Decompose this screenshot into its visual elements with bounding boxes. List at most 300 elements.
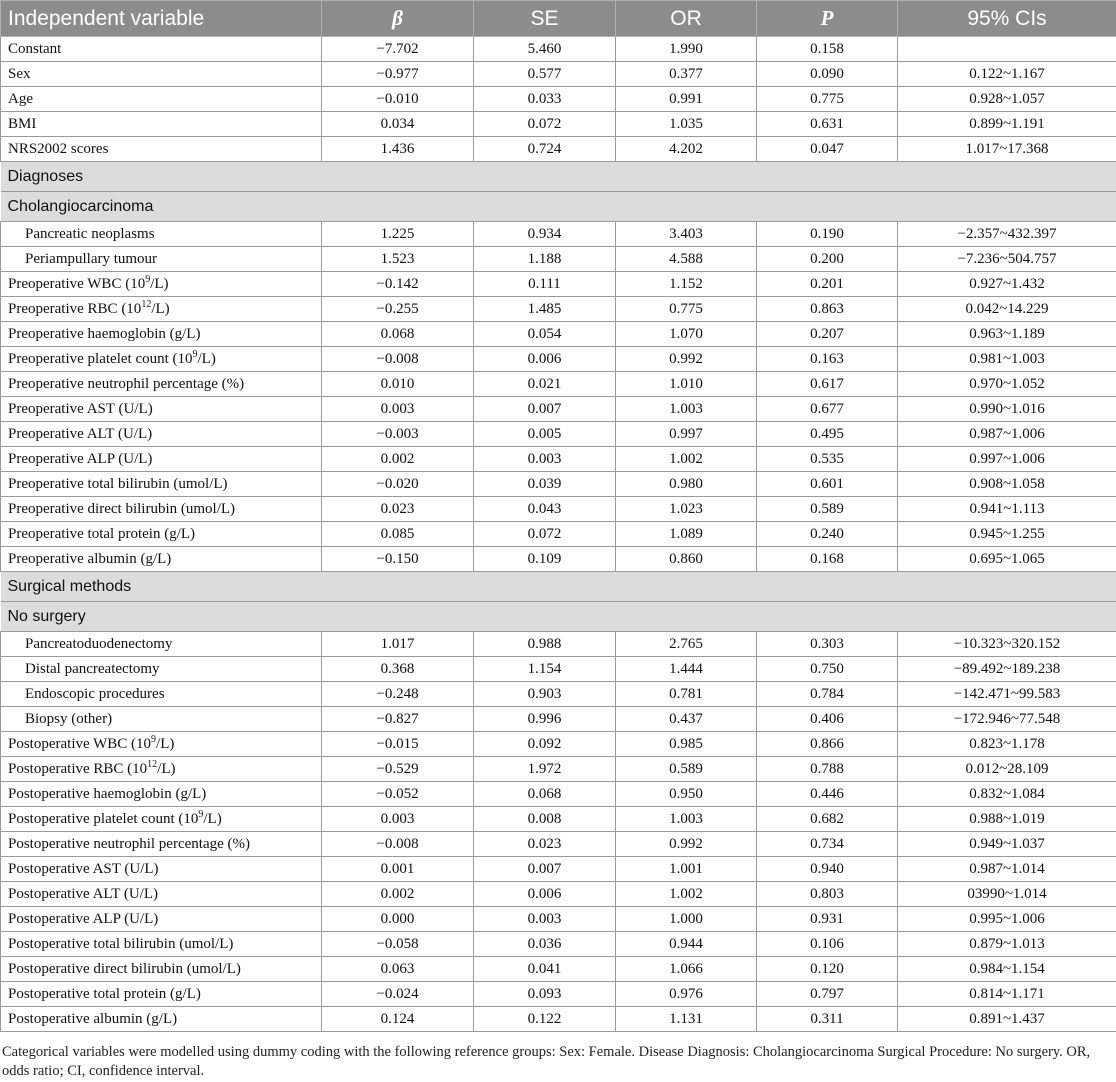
p-cell: 0.303 (757, 632, 898, 657)
p-cell: 0.631 (757, 112, 898, 137)
table-row (1, 857, 1116, 882)
variable-label (1, 522, 322, 547)
variable-label (1, 632, 322, 657)
p-cell: 0.168 (757, 547, 898, 572)
se-cell: 0.041 (474, 957, 616, 982)
or-cell: 1.002 (616, 447, 757, 472)
header-p: P (757, 1, 898, 37)
variable-label-text: Biopsy (other) (25, 711, 113, 727)
variable-label-text: Postoperative RBC (10 (8, 761, 148, 777)
variable-label-text: Preoperative ALT (U/L) (8, 426, 153, 442)
or-cell: 1.023 (616, 497, 757, 522)
p-cell: 0.784 (757, 682, 898, 707)
se-cell: 0.724 (474, 137, 616, 162)
se-cell: 0.988 (474, 632, 616, 657)
beta-cell: −0.255 (322, 297, 474, 322)
variable-label-text: Postoperative AST (U/L) (8, 861, 159, 877)
section-label: Diagnoses (1, 162, 1116, 192)
ci-cell: −2.357~432.397 (898, 222, 1116, 247)
p-cell: 0.863 (757, 297, 898, 322)
variable-label-text: Constant (8, 41, 62, 57)
section-label: Surgical methods (1, 572, 1116, 602)
ci-cell: 0.042~14.229 (898, 297, 1116, 322)
beta-cell: −0.008 (322, 347, 474, 372)
table-row (1, 272, 1116, 297)
unit-exponent: 12 (147, 759, 158, 770)
variable-label (1, 397, 322, 422)
unit-exponent: 9 (192, 349, 198, 360)
table-row (1, 632, 1116, 657)
variable-label-text: Postoperative WBC (10 (8, 736, 152, 752)
beta-cell: 0.003 (322, 807, 474, 832)
p-cell: 0.803 (757, 882, 898, 907)
section-label: Cholangiocarcinoma (1, 192, 1116, 222)
beta-cell: 0.034 (322, 112, 474, 137)
se-cell: 0.122 (474, 1007, 616, 1032)
se-cell: 0.021 (474, 372, 616, 397)
variable-label-text: Distal pancreatectomy (25, 661, 160, 677)
ci-cell: 0.995~1.006 (898, 907, 1116, 932)
variable-label-unit: /L) (203, 811, 222, 827)
table-row (1, 372, 1116, 397)
ci-cell: 0.814~1.171 (898, 982, 1116, 1007)
variable-label-text: Postoperative ALP (U/L) (8, 911, 159, 927)
variable-label-text: Pancreatoduodenectomy (25, 636, 173, 652)
table-row (1, 322, 1116, 347)
beta-cell: −0.977 (322, 62, 474, 87)
p-cell: 0.201 (757, 272, 898, 297)
variable-label-text: Pancreatic neoplasms (25, 226, 155, 242)
se-cell: 0.006 (474, 882, 616, 907)
se-cell: 0.072 (474, 112, 616, 137)
ci-cell: 0.988~1.019 (898, 807, 1116, 832)
ci-cell: 0.963~1.189 (898, 322, 1116, 347)
or-cell: 0.781 (616, 682, 757, 707)
ci-cell: 0.891~1.437 (898, 1007, 1116, 1032)
table-row (1, 347, 1116, 372)
p-cell: 0.495 (757, 422, 898, 447)
beta-cell: −0.248 (322, 682, 474, 707)
variable-label-text: Age (8, 91, 33, 107)
ci-cell: 0.987~1.006 (898, 422, 1116, 447)
ci-cell: 1.017~17.368 (898, 137, 1116, 162)
variable-label (1, 907, 322, 932)
ci-cell: 0.970~1.052 (898, 372, 1116, 397)
variable-label (1, 37, 322, 62)
p-cell: 0.940 (757, 857, 898, 882)
table-header-row (1, 1, 1116, 37)
ci-cell: 0.832~1.084 (898, 782, 1116, 807)
beta-cell: 0.124 (322, 1007, 474, 1032)
unit-exponent: 12 (141, 299, 152, 310)
variable-label-text: Postoperative platelet count (10 (8, 811, 199, 827)
variable-label (1, 422, 322, 447)
variable-label-unit: /L) (150, 276, 169, 292)
beta-cell: −0.015 (322, 732, 474, 757)
ci-cell: 0.941~1.113 (898, 497, 1116, 522)
variable-label-text: Postoperative total protein (g/L) (8, 986, 201, 1002)
variable-label-text: Preoperative AST (U/L) (8, 401, 153, 417)
p-cell: 0.589 (757, 497, 898, 522)
table-row (1, 37, 1116, 62)
table-body (1, 37, 1116, 1032)
p-cell: 0.535 (757, 447, 898, 472)
variable-label-text: Preoperative ALP (U/L) (8, 451, 153, 467)
beta-cell: −0.010 (322, 87, 474, 112)
p-cell: 0.617 (757, 372, 898, 397)
header-independent-variable: Independent variable (1, 1, 322, 37)
beta-cell: 0.002 (322, 447, 474, 472)
beta-cell: −0.058 (322, 932, 474, 957)
p-cell: 0.677 (757, 397, 898, 422)
beta-cell: 0.000 (322, 907, 474, 932)
ci-cell: 0.928~1.057 (898, 87, 1116, 112)
beta-cell: 0.003 (322, 397, 474, 422)
variable-label (1, 547, 322, 572)
section-row (1, 162, 1116, 192)
p-cell: 0.775 (757, 87, 898, 112)
variable-label (1, 137, 322, 162)
table-row (1, 782, 1116, 807)
ci-cell: 0.012~28.109 (898, 757, 1116, 782)
variable-label (1, 112, 322, 137)
header-beta: β (322, 1, 474, 37)
or-cell: 1.002 (616, 882, 757, 907)
or-cell: 4.202 (616, 137, 757, 162)
or-cell: 1.131 (616, 1007, 757, 1032)
variable-label (1, 932, 322, 957)
table-row (1, 832, 1116, 857)
variable-label (1, 757, 322, 782)
p-cell: 0.734 (757, 832, 898, 857)
variable-label (1, 87, 322, 112)
se-cell: 0.007 (474, 857, 616, 882)
p-cell: 0.120 (757, 957, 898, 982)
or-cell: 0.775 (616, 297, 757, 322)
ci-cell: 0.949~1.037 (898, 832, 1116, 857)
se-cell: 0.005 (474, 422, 616, 447)
variable-label-text: BMI (8, 116, 37, 132)
se-cell: 0.006 (474, 347, 616, 372)
table-row (1, 1007, 1116, 1032)
variable-label (1, 472, 322, 497)
p-cell: 0.931 (757, 907, 898, 932)
variable-label (1, 322, 322, 347)
ci-cell: 0.987~1.014 (898, 857, 1116, 882)
p-cell: 0.106 (757, 932, 898, 957)
beta-cell: 0.002 (322, 882, 474, 907)
beta-cell: −0.142 (322, 272, 474, 297)
table-row (1, 112, 1116, 137)
ci-cell: −89.492~189.238 (898, 657, 1116, 682)
se-cell: 1.485 (474, 297, 616, 322)
ci-cell: −142.471~99.583 (898, 682, 1116, 707)
section-label: No surgery (1, 602, 1116, 632)
table-row (1, 222, 1116, 247)
ci-cell: −7.236~504.757 (898, 247, 1116, 272)
or-cell: 1.089 (616, 522, 757, 547)
beta-cell: −0.150 (322, 547, 474, 572)
table-row (1, 882, 1116, 907)
ci-cell: 0.927~1.432 (898, 272, 1116, 297)
or-cell: 1.070 (616, 322, 757, 347)
se-cell: 1.154 (474, 657, 616, 682)
se-cell: 0.039 (474, 472, 616, 497)
variable-label (1, 857, 322, 882)
variable-label (1, 372, 322, 397)
ci-cell: 0.899~1.191 (898, 112, 1116, 137)
se-cell: 0.109 (474, 547, 616, 572)
se-cell: 0.111 (474, 272, 616, 297)
variable-label (1, 682, 322, 707)
p-cell: 0.163 (757, 347, 898, 372)
unit-exponent: 9 (145, 274, 151, 285)
p-cell: 0.750 (757, 657, 898, 682)
p-cell: 0.311 (757, 1007, 898, 1032)
variable-label (1, 272, 322, 297)
se-cell: 0.043 (474, 497, 616, 522)
header-or: OR (616, 1, 757, 37)
table-row (1, 422, 1116, 447)
variable-label-text: NRS2002 scores (8, 141, 109, 157)
unit-exponent: 9 (151, 734, 157, 745)
or-cell: 1.010 (616, 372, 757, 397)
ci-cell: 0.981~1.003 (898, 347, 1116, 372)
or-cell: 2.765 (616, 632, 757, 657)
or-cell: 0.992 (616, 347, 757, 372)
variable-label-text: Endoscopic procedures (25, 686, 165, 702)
table-row (1, 732, 1116, 757)
beta-cell: 1.436 (322, 137, 474, 162)
p-cell: 0.866 (757, 732, 898, 757)
se-cell: 0.003 (474, 907, 616, 932)
table-row (1, 957, 1116, 982)
or-cell: 1.035 (616, 112, 757, 137)
section-row (1, 572, 1116, 602)
se-cell: 0.003 (474, 447, 616, 472)
or-cell: 1.000 (616, 907, 757, 932)
beta-cell: 0.068 (322, 322, 474, 347)
beta-cell: −0.529 (322, 757, 474, 782)
variable-label (1, 347, 322, 372)
or-cell: 0.976 (616, 982, 757, 1007)
variable-label-text: Preoperative platelet count (10 (8, 351, 193, 367)
p-cell: 0.158 (757, 37, 898, 62)
or-cell: 1.001 (616, 857, 757, 882)
beta-cell: 1.225 (322, 222, 474, 247)
beta-cell: 0.063 (322, 957, 474, 982)
variable-label (1, 832, 322, 857)
variable-label (1, 982, 322, 1007)
variable-label (1, 782, 322, 807)
variable-label-text: Preoperative WBC (10 (8, 276, 146, 292)
p-cell: 0.446 (757, 782, 898, 807)
p-cell: 0.601 (757, 472, 898, 497)
variable-label-text: Postoperative ALT (U/L) (8, 886, 158, 902)
ci-cell: 0.879~1.013 (898, 932, 1116, 957)
table-row (1, 982, 1116, 1007)
se-cell: 0.008 (474, 807, 616, 832)
header-95-ci: 95% CIs (898, 1, 1116, 37)
variable-label (1, 657, 322, 682)
table-row (1, 397, 1116, 422)
variable-label-text: Postoperative direct bilirubin (umol/L) (8, 961, 241, 977)
section-row (1, 602, 1116, 632)
variable-label (1, 807, 322, 832)
ci-cell: 0.122~1.167 (898, 62, 1116, 87)
beta-cell: 0.023 (322, 497, 474, 522)
or-cell: 1.152 (616, 272, 757, 297)
beta-cell: −0.003 (322, 422, 474, 447)
table-row (1, 932, 1116, 957)
p-cell: 0.788 (757, 757, 898, 782)
or-cell: 0.377 (616, 62, 757, 87)
variable-label (1, 62, 322, 87)
variable-label (1, 247, 322, 272)
variable-label (1, 297, 322, 322)
table-row (1, 522, 1116, 547)
beta-cell: 0.368 (322, 657, 474, 682)
table-row (1, 547, 1116, 572)
ci-cell: 0.997~1.006 (898, 447, 1116, 472)
or-cell: 0.589 (616, 757, 757, 782)
p-cell: 0.047 (757, 137, 898, 162)
table-row (1, 757, 1116, 782)
beta-cell: −0.024 (322, 982, 474, 1007)
p-cell: 0.406 (757, 707, 898, 732)
ci-cell: 03990~1.014 (898, 882, 1116, 907)
beta-cell: 0.085 (322, 522, 474, 547)
table-row (1, 807, 1116, 832)
ci-cell: 0.823~1.178 (898, 732, 1116, 757)
or-cell: 3.403 (616, 222, 757, 247)
se-cell: 0.996 (474, 707, 616, 732)
se-cell: 0.577 (474, 62, 616, 87)
variable-label-text: Preoperative neutrophil percentage (%) (8, 376, 245, 392)
variable-label-unit: /L) (157, 761, 176, 777)
variable-label (1, 882, 322, 907)
p-cell: 0.682 (757, 807, 898, 832)
or-cell: 0.437 (616, 707, 757, 732)
variable-label (1, 447, 322, 472)
variable-label-text: Preoperative RBC (10 (8, 301, 142, 317)
variable-label-text: Postoperative albumin (g/L) (8, 1011, 178, 1027)
p-cell: 0.207 (757, 322, 898, 347)
ci-cell: −10.323~320.152 (898, 632, 1116, 657)
ci-cell: 0.695~1.065 (898, 547, 1116, 572)
variable-label-text: Postoperative haemoglobin (g/L) (8, 786, 207, 802)
variable-label-text: Sex (8, 66, 31, 82)
or-cell: 0.992 (616, 832, 757, 857)
beta-cell: −0.052 (322, 782, 474, 807)
variable-label-unit: /L) (197, 351, 216, 367)
or-cell: 0.991 (616, 87, 757, 112)
se-cell: 0.092 (474, 732, 616, 757)
table-row (1, 297, 1116, 322)
se-cell: 0.054 (474, 322, 616, 347)
table-row (1, 62, 1116, 87)
or-cell: 1.003 (616, 807, 757, 832)
or-cell: 0.950 (616, 782, 757, 807)
variable-label-text: Preoperative total bilirubin (umol/L) (8, 476, 228, 492)
beta-cell: 1.523 (322, 247, 474, 272)
or-cell: 0.944 (616, 932, 757, 957)
beta-cell: −7.702 (322, 37, 474, 62)
p-cell: 0.240 (757, 522, 898, 547)
se-cell: 1.972 (474, 757, 616, 782)
variable-label (1, 732, 322, 757)
se-cell: 0.934 (474, 222, 616, 247)
variable-label (1, 707, 322, 732)
unit-exponent: 9 (198, 809, 204, 820)
table-row (1, 497, 1116, 522)
beta-cell: 1.017 (322, 632, 474, 657)
section-row (1, 192, 1116, 222)
variable-label-text: Periampullary tumour (25, 251, 158, 267)
se-cell: 0.033 (474, 87, 616, 112)
p-cell: 0.797 (757, 982, 898, 1007)
table-row (1, 472, 1116, 497)
beta-cell: −0.008 (322, 832, 474, 857)
ci-cell: 0.908~1.058 (898, 472, 1116, 497)
variable-label (1, 222, 322, 247)
se-cell: 0.903 (474, 682, 616, 707)
beta-cell: 0.001 (322, 857, 474, 882)
or-cell: 0.997 (616, 422, 757, 447)
table-footnote: Categorical variables were modelled using dummy coding with the following reference groups: Sex: Female. Disease Diagnosis: Cholangiocarcinoma Surgical Procedure: No surgery. OR, odds ratio; CI, confidence interval. (2, 1044, 1091, 1079)
beta-cell: −0.827 (322, 707, 474, 732)
table-row (1, 682, 1116, 707)
beta-cell: 0.010 (322, 372, 474, 397)
table-row (1, 657, 1116, 682)
variable-label (1, 1007, 322, 1032)
variable-label-unit: /L) (156, 736, 175, 752)
ci-cell: 0.945~1.255 (898, 522, 1116, 547)
se-cell: 0.068 (474, 782, 616, 807)
table-row (1, 707, 1116, 732)
or-cell: 1.990 (616, 37, 757, 62)
or-cell: 1.444 (616, 657, 757, 682)
header-se: SE (474, 1, 616, 37)
se-cell: 0.093 (474, 982, 616, 1007)
ci-cell: −172.946~77.548 (898, 707, 1116, 732)
table-row (1, 87, 1116, 112)
variable-label-text: Preoperative direct bilirubin (umol/L) (8, 501, 236, 517)
variable-label-text: Postoperative neutrophil percentage (%) (8, 836, 250, 852)
se-cell: 0.072 (474, 522, 616, 547)
se-cell: 0.036 (474, 932, 616, 957)
variable-label-text: Preoperative albumin (g/L) (8, 551, 172, 567)
variable-label-text: Postoperative total bilirubin (umol/L) (8, 936, 234, 952)
table-row (1, 137, 1116, 162)
or-cell: 0.860 (616, 547, 757, 572)
variable-label-text: Preoperative haemoglobin (g/L) (8, 326, 201, 342)
variable-label-unit: /L) (151, 301, 170, 317)
p-cell: 0.200 (757, 247, 898, 272)
se-cell: 0.007 (474, 397, 616, 422)
se-cell: 1.188 (474, 247, 616, 272)
ci-cell (898, 37, 1116, 62)
table-row (1, 447, 1116, 472)
or-cell: 1.003 (616, 397, 757, 422)
table-row (1, 907, 1116, 932)
or-cell: 1.066 (616, 957, 757, 982)
table-row (1, 247, 1116, 272)
ci-cell: 0.990~1.016 (898, 397, 1116, 422)
variable-label (1, 497, 322, 522)
p-cell: 0.190 (757, 222, 898, 247)
variable-label-text: Preoperative total protein (g/L) (8, 526, 196, 542)
